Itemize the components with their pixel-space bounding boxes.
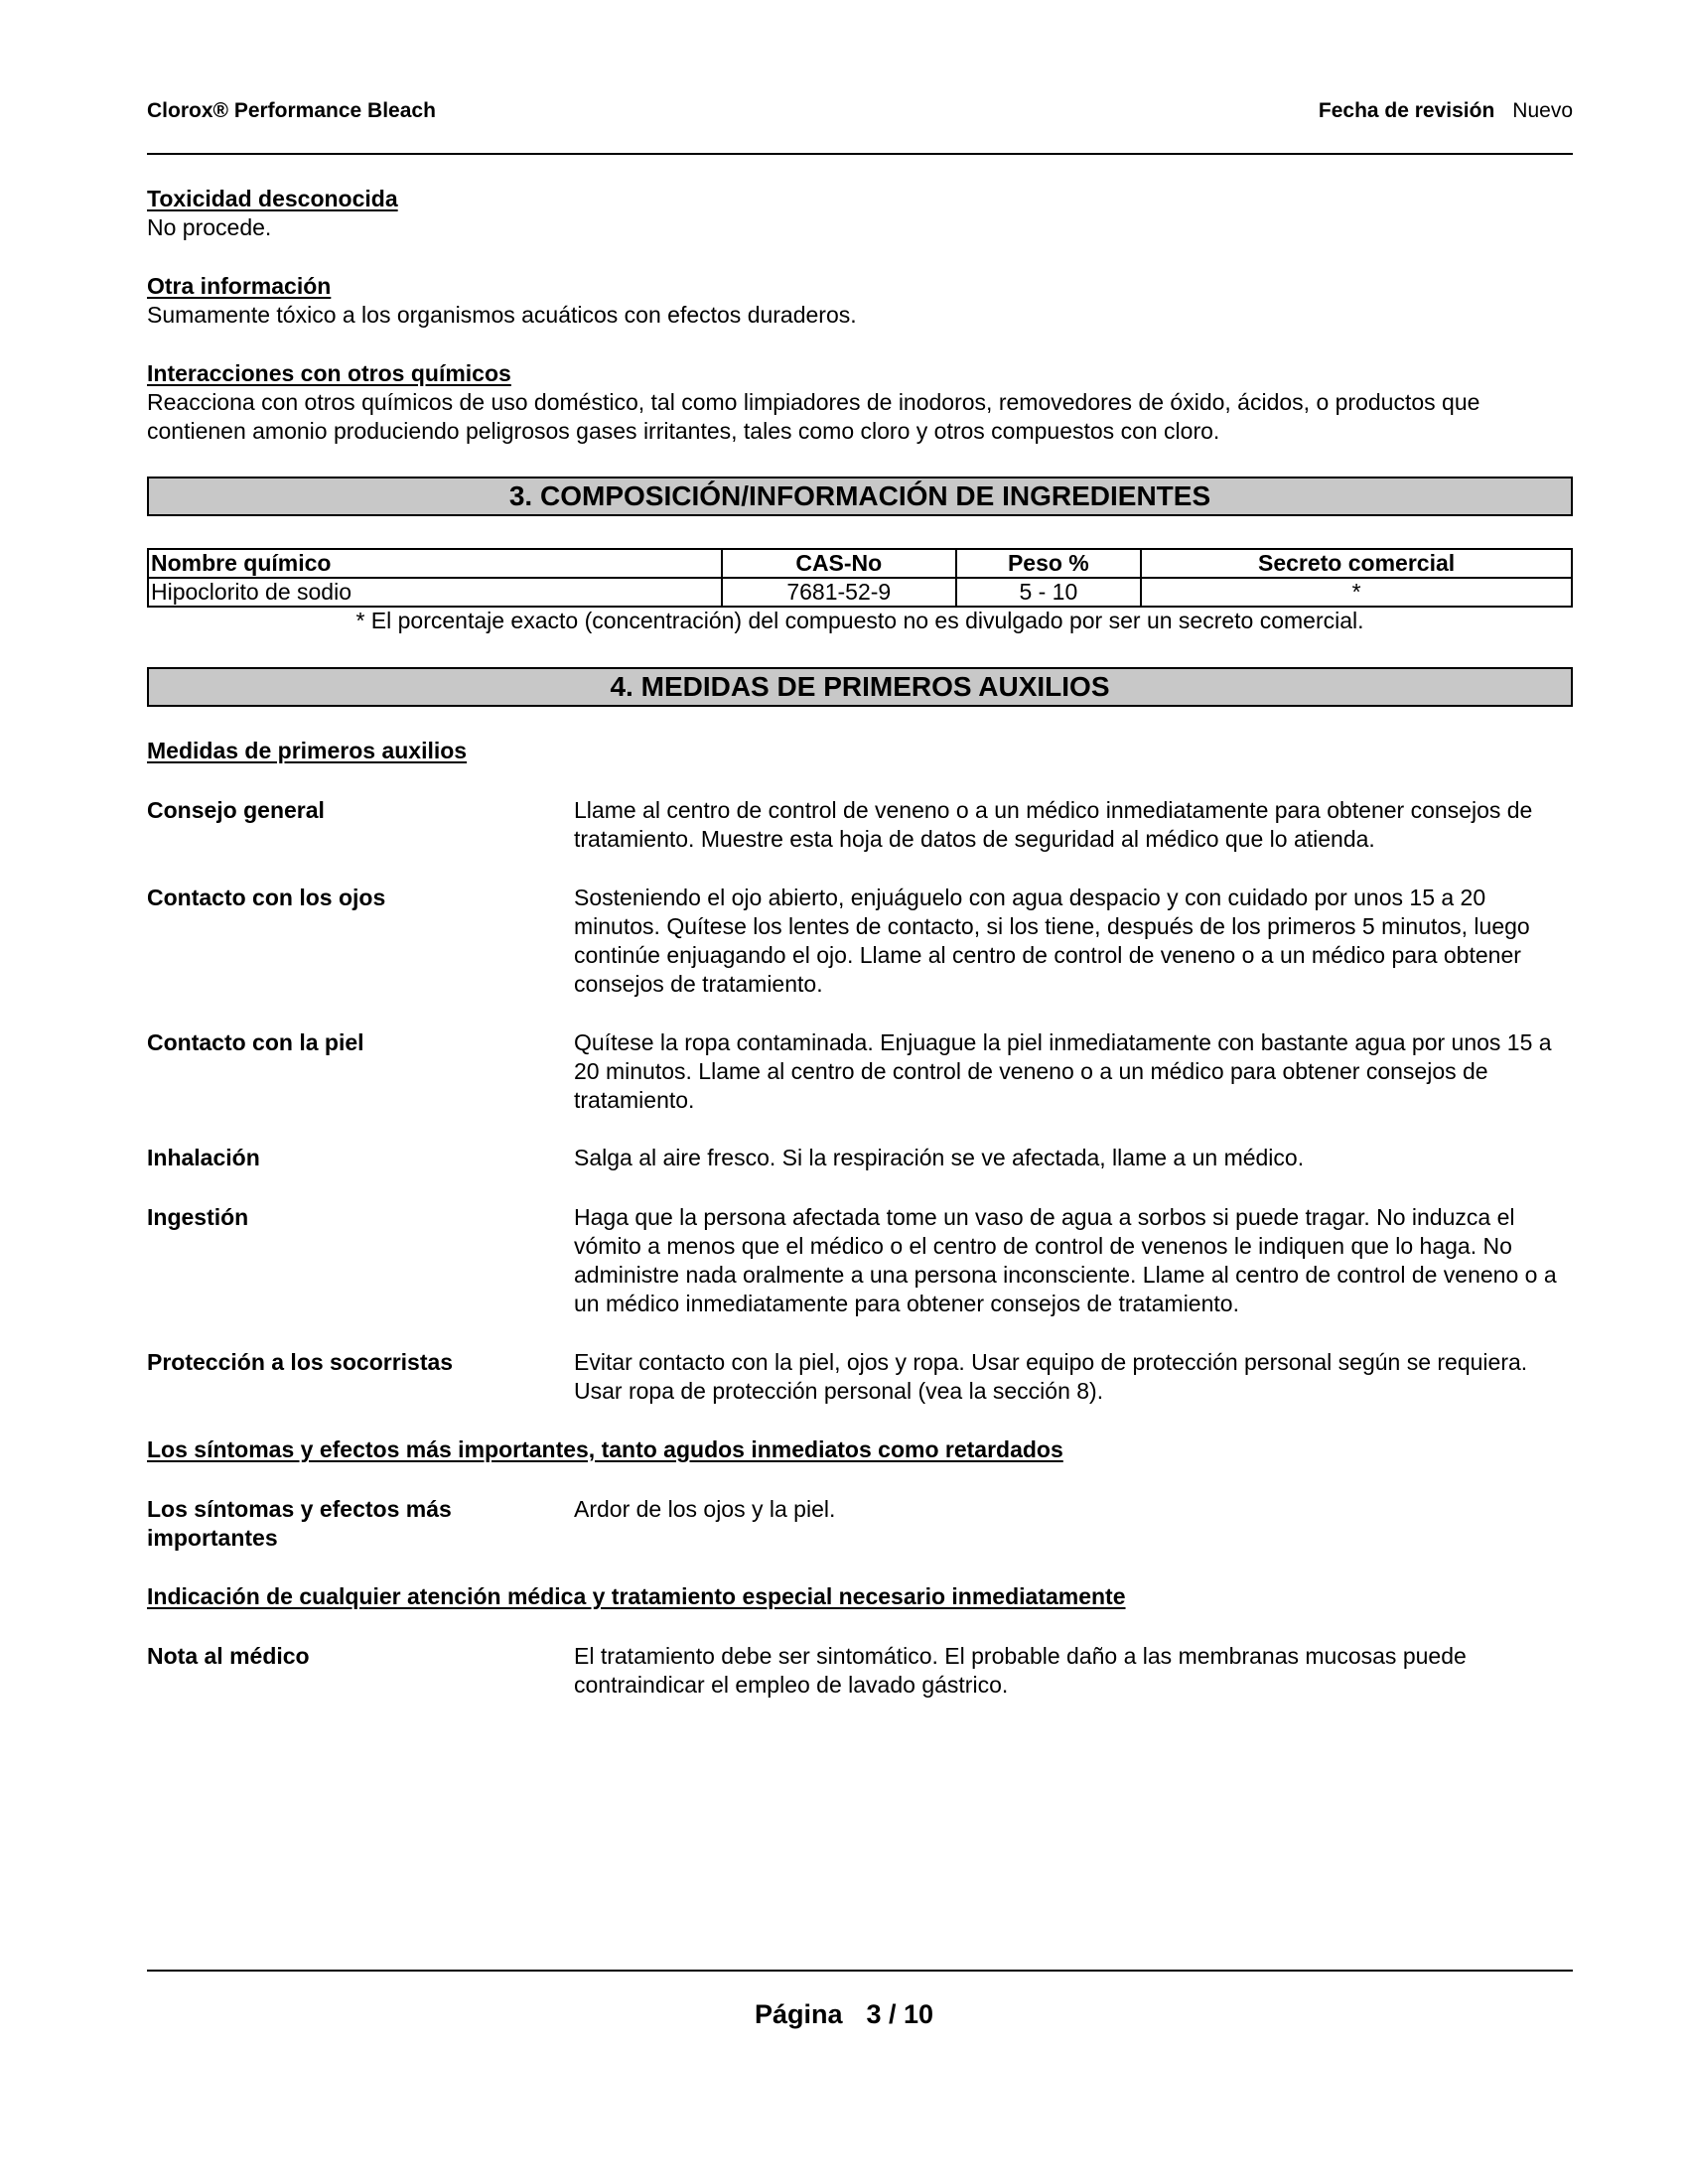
column-header: CAS-No (722, 549, 956, 578)
revision-value: Nuevo (1512, 99, 1573, 122)
other-info-title: Otra información (147, 273, 332, 299)
medical-attention-subheading (147, 1582, 1573, 1611)
chemical-interactions-title: Interacciones con otros químicos (147, 360, 511, 386)
chemical-interactions-text: Reacciona con otros químicos de uso doméstico, tal como limpiadores de inodoros, removedores de óxido, ácidos, o productos que contienen amonio produciendo peligrosos gases irritantes, tales como cloro y otros compuestos con cloro. (147, 389, 1480, 444)
table-row (148, 578, 1572, 607)
row-text: El tratamiento debe ser sintomático. El probable daño a las membranas mucosas puede contraindicar el empleo de lavado gástrico. (574, 1643, 1467, 1698)
page-number (0, 1999, 1688, 2030)
first-aid-subheading (147, 737, 1573, 765)
symptoms-subheading-text: Los síntomas y efectos más importantes, tanto agudos inmediatos como retardados (147, 1436, 1063, 1462)
row-text: Ardor de los ojos y la piel. (574, 1496, 836, 1522)
revision-label: Fecha de revisión (1318, 99, 1495, 122)
first-aid-subheading-text: Medidas de primeros auxilios (147, 738, 468, 763)
header-revision (1319, 99, 1573, 123)
row-label: Protección a los socorristas (147, 1349, 454, 1375)
column-header: Nombre químico (148, 549, 722, 578)
row-label: Inhalación (147, 1145, 260, 1170)
symptoms-subheading (147, 1435, 1573, 1464)
row-label: Consejo general (147, 797, 325, 823)
toxicity-unknown-title: Toxicidad desconocida (147, 186, 398, 211)
medical-attention-subheading-text: Indicación de cualquier atención médica y tratamiento especial necesario inmediatamente (147, 1583, 1126, 1609)
row-text: Sosteniendo el ojo abierto, enjuáguelo con agua despacio y con cuidado por unos 15 a 20 minutos. Quítese los lentes de contacto, si los tiene, después de los primeros 5 minutos, luego continúe enjuagando el ojo. Llame al centro de control de veneno o a un médico para obtener consejos de tratamiento. (574, 885, 1530, 997)
header-divider (147, 153, 1573, 155)
table-cell: 7681-52-9 (722, 578, 956, 607)
chemical-interactions-block (147, 359, 1573, 446)
row-label: Nota al médico (147, 1643, 310, 1669)
column-header: Secreto comercial (1141, 549, 1572, 578)
table-header-row (148, 549, 1572, 578)
row-label: Los síntomas y efectos más importantes (147, 1496, 452, 1551)
header-product-name: Clorox® Performance Bleach (147, 99, 436, 122)
table-cell: 5 - 10 (956, 578, 1142, 607)
row-text: Evitar contacto con la piel, ojos y ropa. Usar equipo de protección personal según se requiera. Usar ropa de protección personal (vea la sección 8). (574, 1349, 1528, 1404)
toxicity-unknown-text: No procede. (147, 214, 272, 240)
row-text: Llame al centro de control de veneno o a un médico inmediatamente para obtener consejos de tratamiento. Muestre esta hoja de datos de seguridad al médico que lo atienda. (574, 797, 1533, 852)
row-text: Quítese la ropa contaminada. Enjuague la piel inmediatamente con bastante agua por unos 15 a 20 minutos. Llame al centro de control de veneno o a un médico para obtener consejos de tratamiento. (574, 1029, 1552, 1113)
row-text: Haga que la persona afectada tome un vaso de agua a sorbos si puede tragar. No induzca el vómito a menos que el médico o el centro de control de venenos le indiquen que lo haga. No administre nada oralmente a una persona inconsciente. Llame al centro de control de veneno o a un médico inmediatamente para obtener consejos de tratamiento. (574, 1204, 1557, 1316)
toxicity-unknown-block (147, 185, 1573, 242)
section3-title: 3. COMPOSICIÓN/INFORMACIÓN DE INGREDIENTES (147, 477, 1573, 516)
other-info-text: Sumamente tóxico a los organismos acuáticos con efectos duraderos. (147, 302, 857, 328)
page-value: 3 / 10 (866, 1999, 934, 2029)
section4-title: 4. MEDIDAS DE PRIMEROS AUXILIOS (147, 667, 1573, 707)
row-label: Ingestión (147, 1204, 249, 1230)
page-label: Página (754, 1999, 843, 2029)
trade-secret-footnote: * El porcentaje exacto (concentración) del compuesto no es divulgado por ser un secreto comercial. (355, 608, 1364, 633)
table-cell: * (1141, 578, 1572, 607)
column-header: Peso % (956, 549, 1142, 578)
ingredients-table (147, 548, 1573, 608)
row-label: Contacto con los ojos (147, 885, 386, 910)
footer-divider (147, 1970, 1573, 1972)
other-info-block (147, 272, 1573, 330)
row-label: Contacto con la piel (147, 1029, 364, 1055)
row-text: Salga al aire fresco. Si la respiración se ve afectada, llame a un médico. (574, 1145, 1305, 1170)
table-cell: Hipoclorito de sodio (148, 578, 722, 607)
